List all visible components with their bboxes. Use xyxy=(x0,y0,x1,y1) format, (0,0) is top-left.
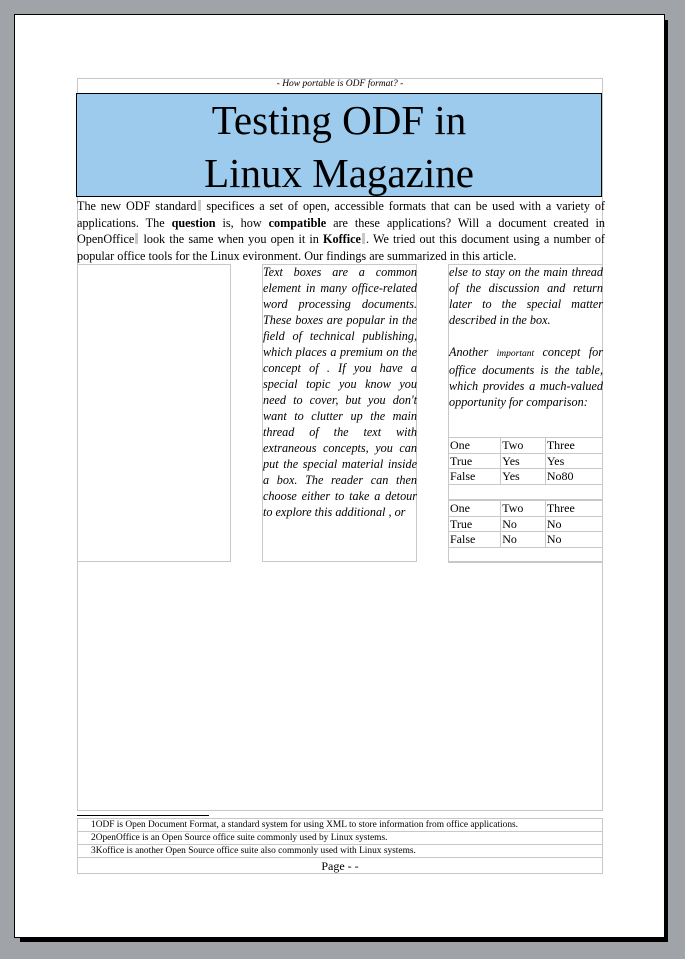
table-row xyxy=(449,516,603,532)
footnote-separator xyxy=(77,815,209,816)
table-cell: Two xyxy=(501,438,546,454)
text-box-paragraph: Text boxes are a common element in many office-related word processing documents. These boxes are popular in the field of technical publishing, which places a premium on the concept of . If you have a special topic you know you need to cover, but you don't want to clutter up the main thread of the text with extraneous concepts, you can put the special material inside a box. The reader can then choose either to take a detour to explore this additional , or xyxy=(263,265,417,519)
title-line-1: Testing ODF in xyxy=(211,97,467,143)
table-cell: True xyxy=(449,516,501,532)
table-cell: Three xyxy=(545,501,602,517)
title-line-2: Linux Magazine xyxy=(204,150,474,196)
empty-column-frame xyxy=(77,264,231,562)
table-row xyxy=(449,501,603,517)
table-cell: Yes xyxy=(545,453,602,469)
table-empty-cell xyxy=(449,547,603,563)
page-footer: Page - - xyxy=(321,859,359,873)
intro-text: look the same when you open it in xyxy=(139,232,324,247)
intro-paragraph xyxy=(77,198,605,264)
footnote-3 xyxy=(77,845,603,858)
table-cell: Three xyxy=(545,438,602,454)
footnote-number: 3 xyxy=(91,846,96,856)
table-row xyxy=(449,438,603,454)
p2-text: concept for office documents is the table, which provides a much-valued opportunity for comparison: xyxy=(449,345,603,409)
footnote-anchor-3[interactable] xyxy=(362,233,365,244)
comparison-table-1 xyxy=(448,437,603,500)
page-header: - How portable is ODF format? - xyxy=(276,79,404,89)
p2-text: Another xyxy=(449,345,497,359)
footnote-1 xyxy=(77,819,603,832)
footnote-2 xyxy=(77,832,603,845)
table-row xyxy=(449,547,603,563)
intro-text: is, how xyxy=(215,215,269,230)
page-title xyxy=(76,93,602,197)
table-cell: One xyxy=(449,501,501,517)
table-row xyxy=(449,484,603,500)
intro-text: are these applications? Will a document created in OpenOffice xyxy=(77,215,605,247)
intro-text: The new ODF standard xyxy=(77,199,197,213)
table-cell: Yes xyxy=(501,453,546,469)
table-cell: No xyxy=(545,516,602,532)
column3-paragraph-2 xyxy=(449,344,603,410)
footnote-number: 2 xyxy=(91,833,96,843)
footnote-text: OpenOffice is an Open Source office suite commonly used by Linux systems. xyxy=(95,833,388,843)
table-row xyxy=(449,453,603,469)
footnote-text: Koffice is another Open Source office suite also commonly used with Linux systems. xyxy=(95,846,416,856)
table-cell: True xyxy=(449,453,501,469)
table-cell: No xyxy=(501,532,546,548)
intro-text: specifices a set of open, accessible formats that can be used with a variety of applications. The xyxy=(77,199,605,230)
table-cell: No xyxy=(545,532,602,548)
bold-compatible: compatible xyxy=(268,215,327,230)
table-cell: No xyxy=(501,516,546,532)
table-cell: False xyxy=(449,469,501,485)
comparison-table-2 xyxy=(448,500,603,563)
table-cell: Two xyxy=(501,501,546,517)
table-row xyxy=(449,532,603,548)
footnote-anchor-2[interactable] xyxy=(135,233,138,244)
table-cell: False xyxy=(449,532,501,548)
small-important: important xyxy=(496,349,535,359)
bold-koffice: Koffice xyxy=(323,232,361,247)
column3-paragraph-1: else to stay on the main thread of the discussion and return later to the special matter described in the box. xyxy=(449,265,603,327)
table-row xyxy=(449,469,603,485)
table-cell: Yes xyxy=(501,469,546,485)
column-3 xyxy=(449,264,603,410)
footnote-text: ODF is Open Document Format, a standard system for using XML to store information from office applications. xyxy=(95,820,519,830)
footnote-number: 1 xyxy=(91,820,96,830)
bold-question: question xyxy=(171,215,216,230)
intro-text: . We tried out this document using a number of popular office tools for the Linux evironment. Our findings are summarized in this article. xyxy=(77,232,605,263)
table-empty-cell xyxy=(449,484,603,500)
table-cell: One xyxy=(449,438,501,454)
footnote-anchor-1[interactable] xyxy=(198,200,201,211)
table-cell: No80 xyxy=(545,469,602,485)
text-box-column xyxy=(263,264,417,520)
